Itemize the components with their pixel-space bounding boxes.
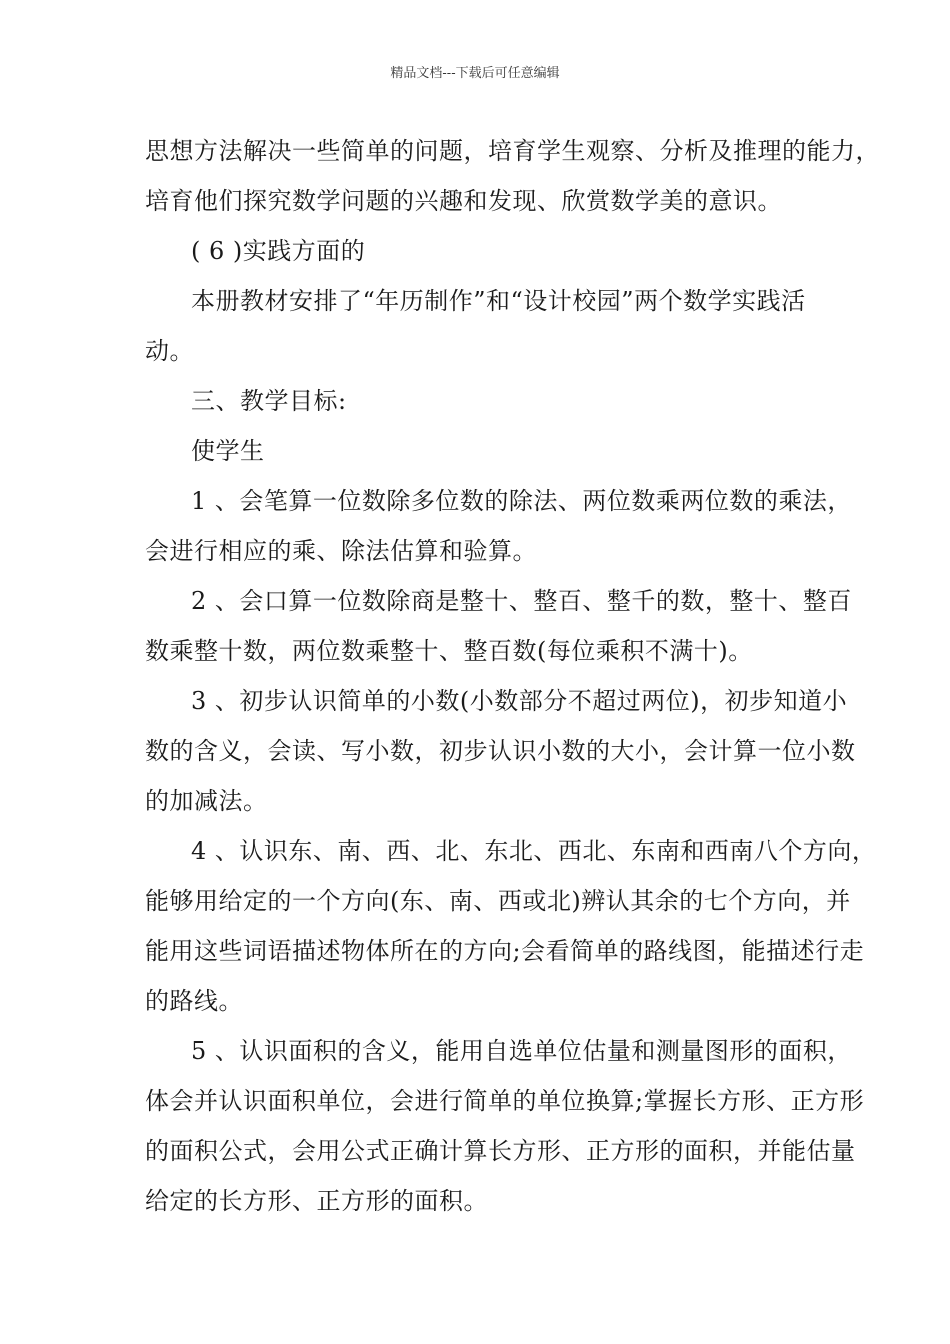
list-item: 1 、会笔算一位数除多位数的除法、两位数乘两位数的乘法， bbox=[191, 487, 852, 515]
section-heading: ( 6 )实践方面的 bbox=[191, 237, 366, 265]
paragraph-line: 体会并认识面积单位，会进行简单的单位换算;掌握长方形、正方形 bbox=[145, 1087, 865, 1115]
paragraph-line: 本册教材安排了“年历制作”和“设计校园”两个数学实践活 bbox=[191, 287, 806, 315]
document-body bbox=[145, 126, 880, 1226]
paragraph-line: 动。 bbox=[145, 337, 194, 365]
paragraph-line: 思想方法解决一些简单的问题，培育学生观察、分析及推理的能力， bbox=[145, 137, 880, 165]
paragraph-line: 能够用给定的一个方向(东、南、西或北)辨认其余的七个方向，并 bbox=[145, 887, 851, 915]
list-item: 5 、认识面积的含义，能用自选单位估量和测量图形的面积， bbox=[191, 1037, 852, 1065]
list-item: 3 、初步认识简单的小数(小数部分不超过两位)，初步知道小 bbox=[191, 687, 848, 715]
paragraph-line: 的加减法。 bbox=[145, 787, 268, 815]
paragraph-line: 的面积公式，会用公式正确计算长方形、正方形的面积，并能估量 bbox=[145, 1137, 856, 1165]
paragraph-line: 培育他们探究数学问题的兴趣和发现、欣赏数学美的意识。 bbox=[145, 187, 782, 215]
section-heading: 三、教学目标: bbox=[191, 387, 347, 415]
paragraph-line: 使学生 bbox=[191, 437, 265, 465]
paragraph-line: 给定的长方形、正方形的面积。 bbox=[145, 1187, 488, 1215]
list-item: 4 、认识东、南、西、北、东北、西北、东南和西南八个方向， bbox=[191, 837, 877, 865]
paragraph-line: 能用这些词语描述物体所在的方向;会看简单的路线图，能描述行走 bbox=[145, 937, 865, 965]
paragraph-line: 的路线。 bbox=[145, 987, 243, 1015]
paragraph-line: 会进行相应的乘、除法估算和验算。 bbox=[145, 537, 537, 565]
paragraph-line: 数乘整十数，两位数乘整十、整百数(每位乘积不满十)。 bbox=[145, 637, 753, 665]
paragraph-line: 数的含义，会读、写小数，初步认识小数的大小，会计算一位小数 bbox=[145, 737, 856, 765]
page-header: 精品文档---下载后可任意编辑 bbox=[390, 66, 560, 81]
list-item: 2 、会口算一位数除商是整十、整百、整千的数，整十、整百 bbox=[191, 587, 852, 615]
